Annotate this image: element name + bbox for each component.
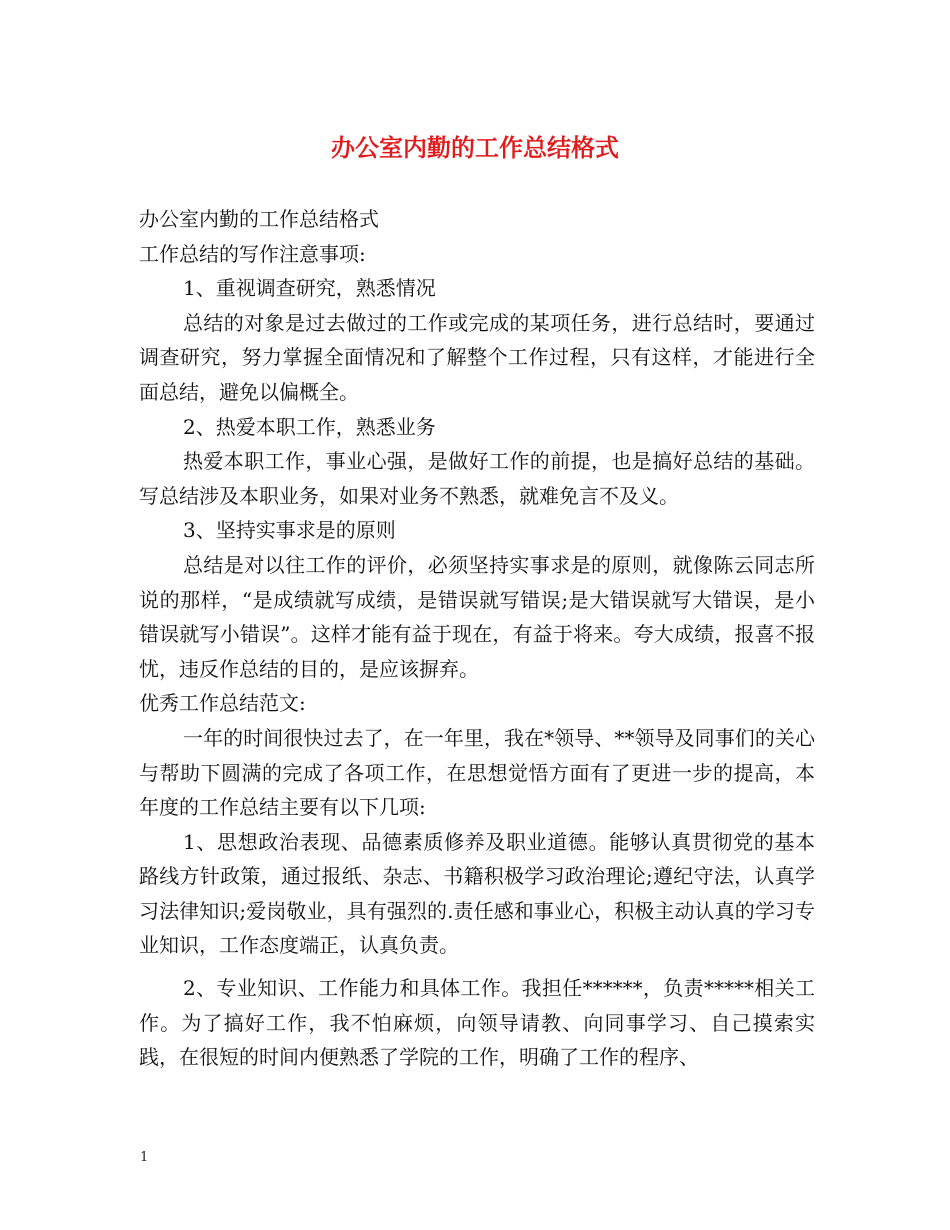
paragraph: 工作总结的写作注意事项: <box>139 241 366 266</box>
section-heading: 3、坚持实事求是的原则 <box>183 518 396 543</box>
paragraph: 1、思想政治表现、品德素质修养及职业道德。能够认真贯彻党的基本路线方针政策，通过报纸、杂志、书籍积极学习政治理论;遵纪守法，认真学习法律知识;爱岗敬业，具有强烈的.责任感和事业心，积极主动认真的学习专业知识，工作态度端正，认真负责。 <box>139 829 815 958</box>
document-title: 办公室内勤的工作总结格式 <box>331 134 619 162</box>
page-number: 1 <box>140 1150 149 1165</box>
section-heading: 2、热爱本职工作，熟悉业务 <box>183 414 436 439</box>
paragraph: 优秀工作总结范文: <box>139 691 306 716</box>
paragraph: 2、专业知识、工作能力和具体工作。我担任******，负责*****相关工作。为了搞好工作，我不怕麻烦，向领导请教、向同事学习、自己摸索实践，在很短的时间内便熟悉了学院的工作，明确了工作的程序、 <box>139 976 815 1070</box>
document-body <box>139 202 815 1075</box>
paragraph: 热爱本职工作，事业心强，是做好工作的前提，也是搞好总结的基础。写总结涉及本职业务，如果对业务不熟悉，就难免言不及义。 <box>139 449 815 508</box>
paragraph: 办公室内勤的工作总结格式 <box>139 207 379 231</box>
paragraph: 总结的对象是过去做过的工作或完成的某项任务，进行总结时，要通过调查研究，努力掌握全面情况和了解整个工作过程，只有这样，才能进行全面总结，避免以偏概全。 <box>139 310 815 404</box>
section-heading: 1、重视调查研究，熟悉情况 <box>183 276 436 301</box>
paragraph: 总结是对以往工作的评价，必须坚持实事求是的原则，就像陈云同志所说的那样，“是成绩就写成绩，是错误就写错误;是大错误就写大错误，是小错误就写小错误”。这样才能有益于现在，有益于将来。夸大成绩，报喜不报忧，违反作总结的目的，是应该摒弃。 <box>139 552 815 681</box>
paragraph: 一年的时间很快过去了，在一年里，我在*领导、**领导及同事们的关心与帮助下圆满的完成了各项工作，在思想觉悟方面有了更进一步的提高，本年度的工作总结主要有以下几项: <box>139 725 815 820</box>
